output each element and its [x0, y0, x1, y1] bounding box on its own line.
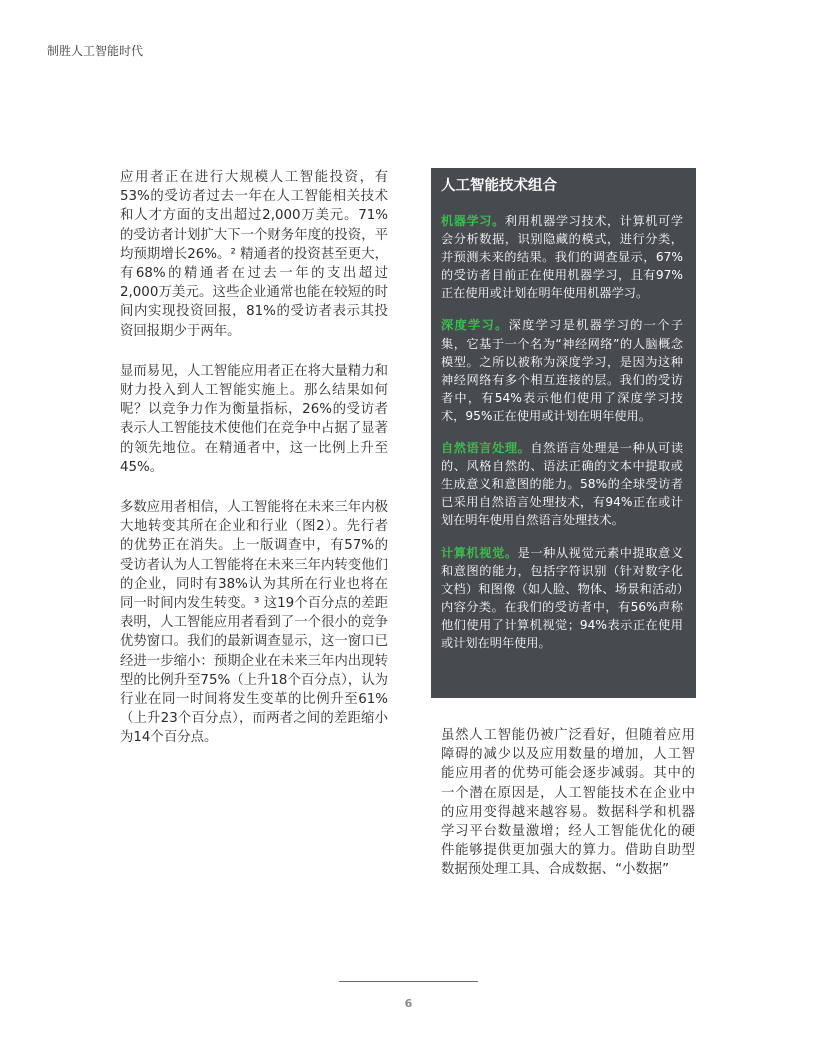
term-machine-learning — [441, 212, 683, 302]
term-name-machine-learning: 机器学习。 — [441, 214, 505, 228]
body-paragraph-adoption-barriers: 虽然人工智能仍被广泛看好，但随着应用障碍的减少以及应用数量的增加，人工智能应用者的优势可能会逐步减弱。其中的一个潜在原因是，人工智能技术在企业中的应用变得越来越容易。数据科学和机器学习平台数量激增；经人工智能优化的硬件能够提供更加强大的算力。借助自助型数据预处理工具、合成数据、“小数据” — [441, 728, 695, 878]
footer-divider — [339, 981, 478, 982]
term-text-computer-vision: 是一种从视觉元素中提取意义和意图的能力，包括字符识别（针对数字化文档）和图像（如人脸、物体、场景和活动）内容分类。在我们的受访者中，有56%声称他们使用了计算机视觉；94%表示正在使用或计划在明年使用。 — [441, 545, 684, 650]
term-deep-learning — [441, 316, 683, 425]
term-text-machine-learning: 利用机器学习技术，计算机可学会分析数据，识别隐藏的模式，进行分类，并预测未来的结果。我们的调查显示，67%的受访者目前正在使用机器学习，且有97%正在使用或计划在明年使用机器学习。 — [441, 214, 684, 301]
body-paragraph-investment: 应用者正在进行大规模人工智能投资，有53%的受访者过去一年在人工智能相关技术和人才方面的支出超过2,000万美元。71%的受访者计划扩大下一个财务年度的投资，平均预期增长26%。² 精通者的投资甚至更大，有68%的精通者在过去一年的支出超过2,000万美元。这些企业通常也能在较短的时间内实现投资回报，81%的受访者表示其投资回报期少于两年。 — [120, 170, 388, 339]
term-name-computer-vision: 计算机视觉。 — [441, 545, 518, 560]
right-column — [441, 726, 695, 901]
ai-technology-sidebar — [431, 168, 696, 698]
left-column — [120, 168, 388, 769]
page-number: 6 — [404, 997, 413, 1010]
term-nlp — [441, 439, 683, 529]
running-header: 制胜人工智能时代 — [47, 44, 144, 58]
term-name-deep-learning: 深度学习。 — [441, 318, 509, 333]
body-paragraph-competitiveness: 显而易见，人工智能应用者正在将大量精力和财力投入到人工智能实施上。那么结果如何呢？以竞争力作为衡量指标，26%的受访者表示人工智能技术使他们在竞争中占据了显著的领先地位。在精通者中，这一比例上升至45%。 — [120, 363, 388, 475]
term-text-nlp: 自然语言处理是一种从可读的、风格自然的、语法正确的文本中提取或生成意义和意图的能力。58%的全球受访者已采用自然语言处理技术，有94%正在或计划在明年使用自然语言处理技术。 — [441, 441, 684, 528]
term-text-deep-learning: 深度学习是机器学习的一个子集，它基于一个名为“神经网络”的人脑概念模型。之所以被称为深度学习，是因为这种神经网络有多个相互连接的层。我们的受访者中，有54%表示他们使用了深度学习技术，95%正在使用或计划在明年使用。 — [441, 318, 684, 423]
body-paragraph-transformation: 多数应用者相信，人工智能将在未来三年内极大地转变其所在企业和行业（图2）。先行者的优势正在消失。上一版调查中，有57%的受访者认为人工智能将在未来三年内转变他们的企业，同时有38%认为其所在行业也将在同一时间内发生转变。³ 这19个百分点的差距表明，人工智能应用者看到了一个很小的竞争优势窗口。我们的最新调查显示，这一窗口已经进一步缩小：预期企业在未来三年内出现转型的比例升至75%（上升18个百分点），认为行业在同一时间将发生变革的比例升至61%（上升23个百分点），而两者之间的差距缩小为14个百分点。 — [120, 500, 388, 746]
sidebar-title: 人工智能技术组合 — [441, 178, 557, 194]
term-computer-vision — [441, 544, 683, 653]
term-name-nlp: 自然语言处理。 — [441, 441, 531, 456]
